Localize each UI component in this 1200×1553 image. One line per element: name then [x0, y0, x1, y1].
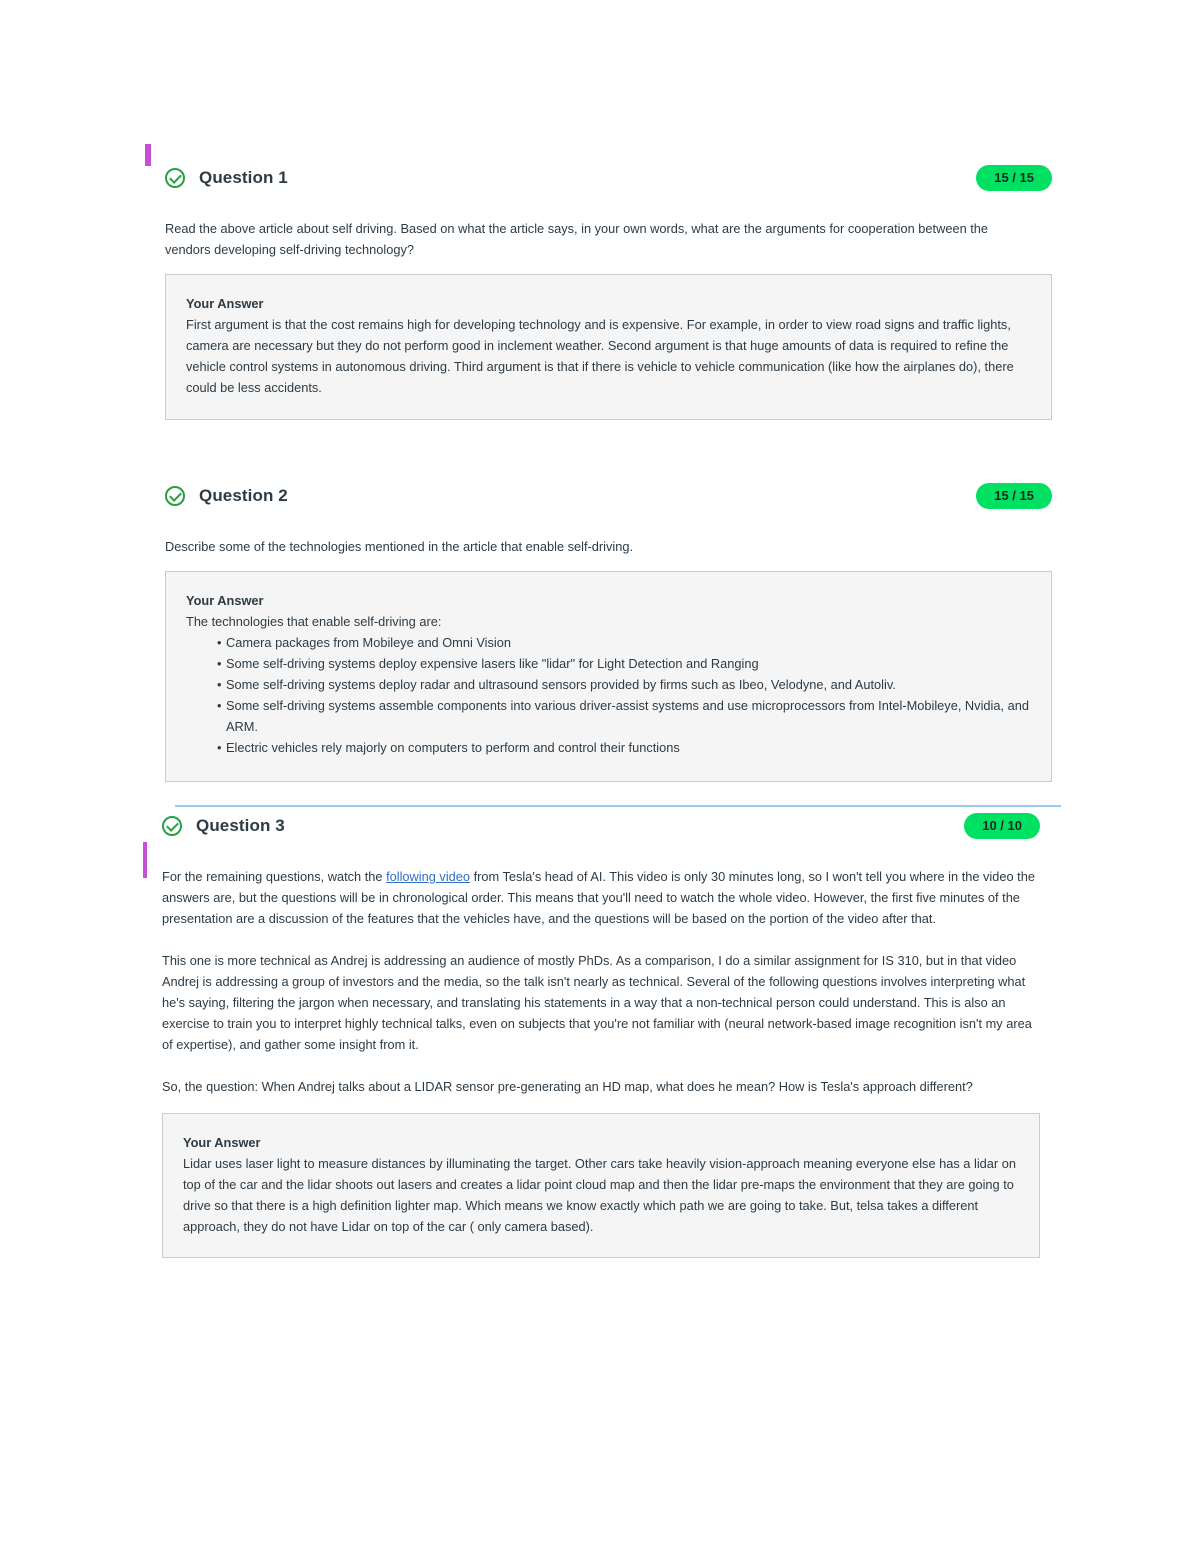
score-badge: 10 / 10: [964, 813, 1040, 839]
check-circle-icon: [165, 168, 185, 188]
answer-label: Your Answer: [186, 296, 264, 311]
score-badge: 15 / 15: [976, 483, 1052, 509]
question-prompt: Read the above article about self driving. Based on what the article says, in your own words, what are the arguments for cooperation between the vendors developing self-driving technology?: [165, 221, 989, 257]
question-prompt-paragraph-3: So, the question: When Andrej talks about a LIDAR sensor pre-generating an HD map, what does he mean? How is Tesla's approach different?: [162, 1079, 973, 1094]
answer-list: [186, 632, 1031, 758]
check-circle-icon: [162, 816, 182, 836]
score-badge: 15 / 15: [976, 165, 1052, 191]
list-item: • Some self-driving systems deploy radar and ultrasound sensors provided by firms such as Ibeo, Velodyne, and Autoliv.: [226, 674, 1031, 695]
check-circle-icon: [165, 486, 185, 506]
prompt-text: from Tesla's head of AI. This video is only 30 minutes long, so I won't tell you where in the video the answers are, but the questions will be in chronological order. This means that you'll need to watch the whole video. However, the first five minutes of the presentation are a discussion of the features that the vehicles have, and the questions will be based on the portion of the video after that.: [162, 869, 1035, 926]
question-3: [162, 806, 1040, 1258]
question-prompt: Describe some of the technologies mentioned in the article that enable self-driving.: [165, 539, 634, 554]
list-item: • Some self-driving systems deploy expensive lasers like "lidar" for Light Detection and Ranging: [226, 653, 1031, 674]
question-header: [165, 158, 1052, 198]
list-item: • Some self-driving systems assemble components into various driver-assist systems and use microprocessors from Intel-Mobileye, Nvidia, and ARM.: [226, 695, 1031, 737]
answer-label: Your Answer: [186, 593, 264, 608]
answer-box: [165, 274, 1052, 420]
question-prompt-paragraph-1: [162, 866, 1040, 929]
highlight-marker-2: [143, 842, 147, 878]
question-title: Question 3: [196, 816, 285, 835]
question-header: [165, 476, 1052, 516]
answer-intro: The technologies that enable self-driving are:: [186, 614, 442, 629]
question-prompt-paragraph-2: This one is more technical as Andrej is addressing an audience of mostly PhDs. As a comparison, I do a similar assignment for IS 310, but in that video Andrej is addressing a group of investors and the media, so the talk isn't nearly as technical. Several of the following questions involves interpreting what he's saying, filtering the jargon when necessary, and translating his statements in a way that a non-technical person could understand. This is also an exercise to train you to interpret highly technical talks, even on subjects that you're not familiar with (neural network-based image recognition isn't my area of expertise), and gather some insight from it.: [162, 953, 1032, 1052]
answer-label: Your Answer: [183, 1135, 261, 1150]
prompt-text: For the remaining questions, watch the: [162, 869, 387, 884]
highlight-marker-1: [145, 144, 151, 166]
answer-box: [165, 571, 1052, 782]
answer-text: First argument is that the cost remains high for developing technology and is expensive. For example, in order to view road signs and traffic lights, camera are necessary but they do not perform good in inclement weather. Second argument is that huge amounts of data is required to refine the vehicle control systems in autonomous driving. Third argument is that if there is vehicle to vehicle communication (like how the airplanes do), there could be less accidents.: [186, 317, 1014, 395]
question-header: [162, 806, 1040, 846]
question-title: Question 1: [199, 168, 288, 187]
list-item: • Electric vehicles rely majorly on computers to perform and control their functions: [226, 737, 1031, 758]
question-1: [165, 158, 1052, 420]
question-2: [165, 476, 1052, 782]
following-video-link[interactable]: following video: [386, 869, 471, 884]
answer-box: [162, 1113, 1040, 1258]
answer-text: Lidar uses laser light to measure distances by illuminating the target. Other cars take heavily vision-approach meaning everyone else has a lidar on top of the car and the lidar shoots out lasers and creates a lidar point cloud map and then the lidar pre-maps the environment that they are going to drive so that there is a high definition lighter map. Which means we know exactly which path we are going to take. But, telsa takes a different approach, they do not have Lidar on top of the car ( only camera based).: [183, 1156, 1016, 1234]
list-item: • Camera packages from Mobileye and Omni Vision: [226, 632, 1031, 653]
question-title: Question 2: [199, 486, 288, 505]
